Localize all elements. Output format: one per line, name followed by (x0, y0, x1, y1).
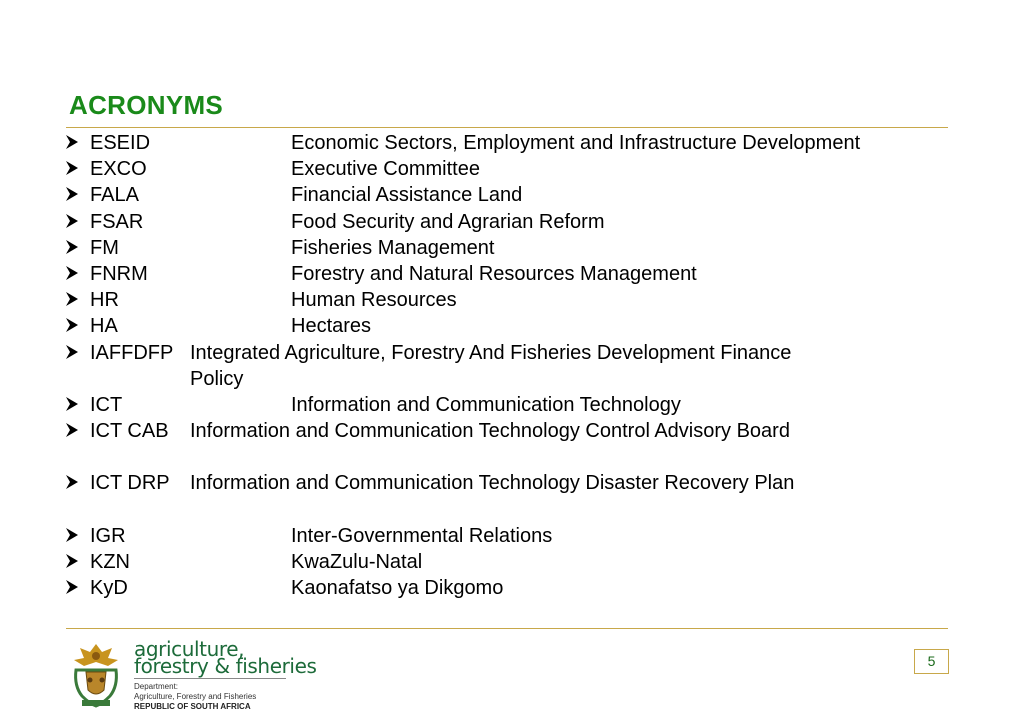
arrow-bullet-icon (64, 578, 80, 596)
footer-divider (66, 628, 948, 629)
department-label: Department: (134, 682, 179, 691)
acronym-definition: Inter-Governmental Relations (291, 524, 553, 547)
acronym-definition: Hectares (291, 315, 372, 338)
list-item (64, 261, 944, 287)
list-item (64, 575, 944, 601)
list-item (64, 182, 944, 208)
list-item (64, 156, 944, 182)
list-item (64, 287, 944, 313)
acronym-abbr: FSAR (90, 210, 144, 233)
acronym-definition: Financial Assistance Land (291, 184, 523, 207)
arrow-bullet-icon (64, 159, 80, 177)
acronym-definition: Economic Sectors, Employment and Infrastructure Development (291, 132, 861, 154)
acronym-definition: Integrated Agriculture, Forestry And Fisheries Development Finance Policy (190, 341, 792, 390)
arrow-bullet-icon (64, 421, 80, 439)
country-name: REPUBLIC OF SOUTH AFRICA (134, 702, 251, 711)
arrow-bullet-icon (64, 264, 80, 282)
arrow-bullet-icon (64, 133, 80, 151)
acronym-definition: Food Security and Agrarian Reform (291, 210, 605, 233)
acronym-abbr: HA (90, 315, 118, 338)
acronym-definition: Forestry and Natural Resources Management (291, 262, 697, 285)
acronym-definition: Human Resources (291, 289, 457, 312)
acronym-abbr: FM (90, 236, 119, 259)
acronym-abbr: ESEID (90, 132, 151, 154)
arrow-bullet-icon (64, 238, 80, 256)
list-item (64, 313, 944, 339)
arrow-bullet-icon (64, 185, 80, 203)
arrow-bullet-icon (64, 473, 80, 491)
acronym-abbr: FALA (90, 184, 139, 207)
list-item (64, 523, 944, 549)
acronym-abbr: ICT (90, 393, 123, 416)
list-item (64, 392, 944, 418)
arrow-bullet-icon (64, 290, 80, 308)
acronym-abbr: ICT CAB (90, 420, 169, 443)
list-item (64, 418, 944, 470)
coat-of-arms-icon (68, 640, 124, 710)
acronym-definition: Information and Communication Technology (291, 393, 681, 416)
list-item (64, 549, 944, 575)
arrow-bullet-icon (64, 395, 80, 413)
arrow-bullet-icon (64, 526, 80, 544)
acronym-abbr: IAFFDFP (90, 341, 174, 364)
acronym-abbr: EXCO (90, 158, 147, 181)
acronym-definition: Executive Committee (291, 158, 480, 181)
list-item (64, 470, 944, 522)
arrow-bullet-icon (64, 212, 80, 230)
acronym-list (64, 130, 944, 601)
acronym-abbr: HR (90, 289, 119, 312)
acronym-definition: Information and Communication Technology Control Advisory Board (190, 420, 790, 443)
page-number: 5 (914, 649, 949, 674)
acronym-definition: Information and Communication Technology Disaster Recovery Plan (190, 472, 795, 495)
page-title: ACRONYMS (69, 90, 224, 120)
acronym-abbr: KZN (90, 551, 130, 574)
brand-name-line1: agriculture, (134, 637, 245, 661)
department-logo (68, 637, 328, 714)
acronym-abbr: KyD (90, 577, 128, 600)
title-divider (66, 127, 948, 128)
list-item (64, 209, 944, 235)
acronym-abbr: FNRM (90, 262, 148, 285)
acronym-definition: Kaonafatso ya Dikgomo (291, 577, 504, 600)
department-name: Agriculture, Forestry and Fisheries (134, 692, 257, 701)
arrow-bullet-icon (64, 552, 80, 570)
brand-divider (134, 678, 286, 679)
acronym-definition: Fisheries Management (291, 236, 495, 259)
acronym-abbr: ICT DRP (90, 472, 170, 495)
arrow-bullet-icon (64, 316, 80, 334)
brand-name-line2: forestry & fisheries (134, 654, 317, 678)
list-item (64, 340, 944, 392)
acronym-abbr: IGR (90, 524, 126, 547)
list-item (64, 235, 944, 261)
arrow-bullet-icon (64, 343, 80, 361)
list-item (64, 130, 944, 156)
acronym-definition: KwaZulu-Natal (291, 551, 423, 574)
